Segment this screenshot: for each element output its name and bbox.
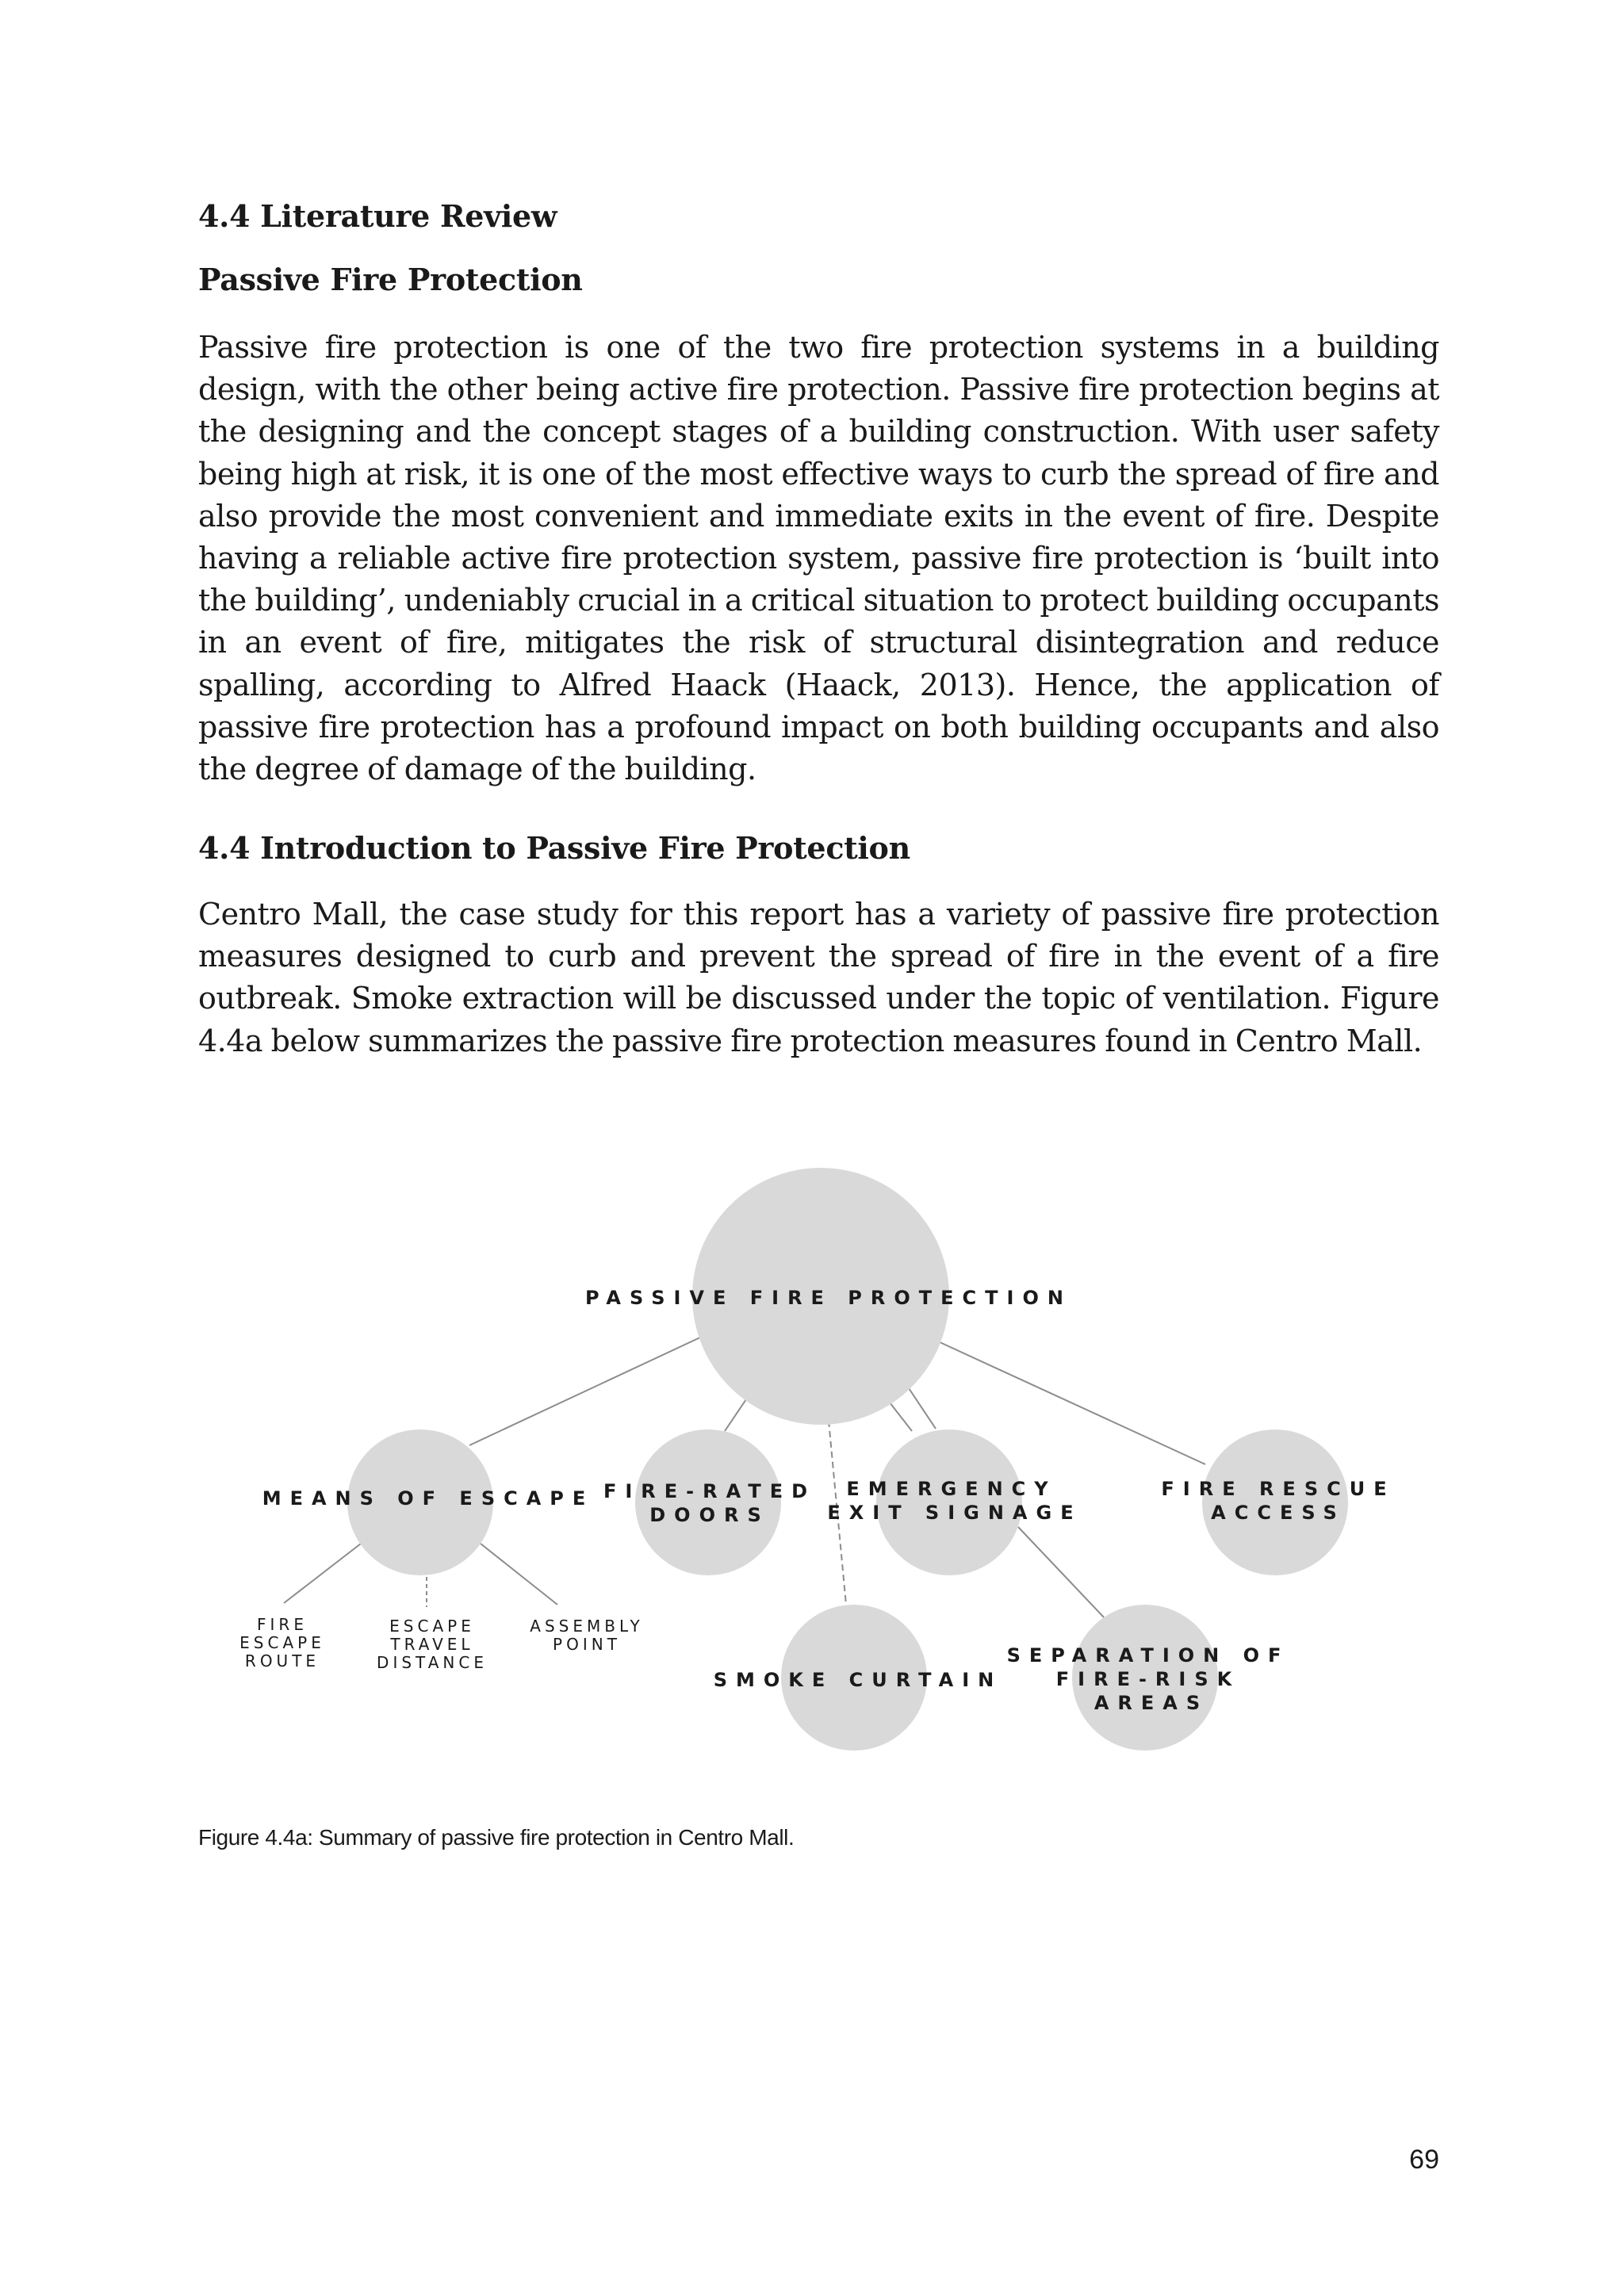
passive-fire-protection-diagram (0, 1110, 1624, 1808)
connector-line (481, 1544, 557, 1605)
fire-escape-route-label-line: ROUTE (244, 1651, 320, 1670)
literature-paragraph: Passive fire protection is one of the two fire protection systems in a building design, with the other being active fire protection. Passive fire protection begins at the designing and the concept stages of a building construction. With user safety being high at risk, it is one of the most effective ways to curb the spread of fire and also provide the most convenient and immediate exits in the event of fire. Despite having a reliable active fire protection system, passive fire protection is ‘built into the building’, undeniably crucial in a critical situation to protect building occupants in an event of fire, mitigates the risk of structural disintegration and reduce spalling, according to Alfred Haack (Haack, 2013). Hence, the application of passive fire protection has a profound impact on both building occupants and also the degree of damage of the building. (198, 330, 1439, 787)
connector-line (725, 1399, 746, 1431)
section-heading: 4.4 Literature Review (198, 198, 557, 234)
fire-rated-doors-label-line: DOORS (649, 1504, 770, 1526)
page-number: 69 (1409, 2145, 1439, 2175)
intro-heading: 4.4 Introduction to Passive Fire Protection (198, 830, 910, 866)
connector-line (906, 1383, 936, 1429)
smoke-curtain-label: SMOKE CURTAIN (713, 1669, 1003, 1691)
intro-paragraph: Centro Mall, the case study for this report has a variety of passive fire protection measures designed to curb and prevent the spread of fire in the event of a fire outbreak. Smoke extraction will be discussed under the topic of ventilation. Figure 4.4a below summarizes the passive fire protection measures found in Centro Mall. (198, 897, 1439, 1058)
emergency-exit-signage-label-line: EMERGENCY (846, 1478, 1057, 1500)
figure-caption: Figure 4.4a: Summary of passive fire protection in Centro Mall. (198, 1825, 795, 1850)
fire-rescue-access-label-line: ACCESS (1211, 1502, 1346, 1524)
fire-rated-doors-circle (635, 1429, 781, 1575)
subsection-heading: Passive Fire Protection (198, 262, 583, 297)
means-of-escape-label: MEANS OF ESCAPE (262, 1487, 595, 1510)
fire-rated-doors-label-line: FIRE-RATED (603, 1480, 817, 1502)
connector-line (284, 1544, 361, 1603)
separation-fire-risk-label-line: AREAS (1094, 1692, 1209, 1714)
fire-escape-route-label-line: FIRE (257, 1615, 308, 1634)
connector-line (469, 1337, 702, 1445)
escape-travel-distance-label-line: TRAVEL (390, 1635, 474, 1654)
escape-travel-distance-label-line: DISTANCE (377, 1653, 488, 1672)
separation-fire-risk-label-line: SEPARATION OF (1006, 1644, 1290, 1667)
assembly-point-label-line: ASSEMBLY (530, 1617, 644, 1636)
escape-travel-distance-label-line: ESCAPE (389, 1617, 475, 1636)
fire-rescue-access-label-line: FIRE RESCUE (1161, 1478, 1396, 1500)
connector-line (1018, 1527, 1104, 1617)
separation-fire-risk-label-line: FIRE-RISK (1055, 1668, 1241, 1690)
assembly-point-label-line: POINT (553, 1635, 621, 1654)
fire-escape-route-label-line: ESCAPE (239, 1633, 325, 1652)
emergency-exit-signage-label-line: EXIT SIGNAGE (827, 1502, 1082, 1524)
passive-fire-protection-label: PASSIVE FIRE PROTECTION (585, 1287, 1072, 1309)
